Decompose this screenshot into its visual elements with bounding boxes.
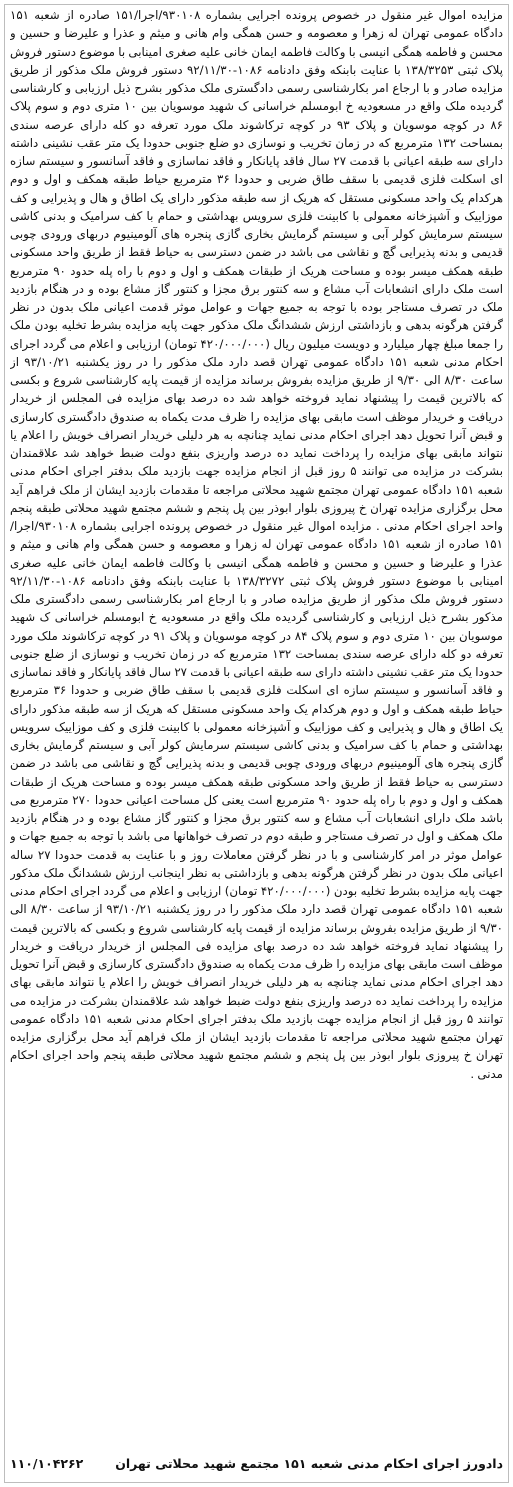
signature-line: دادورز اجرای احکام مدنی شعبه ۱۵۱ مجتمع شهید محلاتی تهران bbox=[115, 1455, 503, 1471]
notice-body: مزایده اموال غیر منقول در خصوص پرونده اجرایی بشماره ۹۳۰۱۰۸/اجرا/۱۵۱ صادره از شعبه ۱۵۱ دادگاه عمومی تهران له زهرا و معصومه و حسن همگی وام هانی و میثم و عذرا و علیرضا و حسین و محسن و فاطمه همگی انیسی با وکالت فاطمه ایمان خانی علیه صغری امینابی با موضوع دستور فروش پلاک ثبتی ۱۳۸/۳۲۵۳ با عنایت بابنکه وفق دادنامه ۱۰۸۶-۹۲/۱۱/۳۰ دستور فروش ملک مذکور از طریق مزایده صادر و با ارجاع امر بکارشناسی رسمی دادگستری ملک مذکور بشرح ذیل ارزیابی و کارشناسی گردیده ملک واقع در مسعودیه خ ابومسلم خراسانی ک شهید موسویان بین ۱۰ متری دوم و سوم پلاک ۸۶ در کوچه موسویان و پلاک ۹۳ در کوچه ترکاشوند ملک مورد تعرفه دو کله دارای عرصه سندی بمساحت ۱۳۲ مترمربع که در زمان تخریب و نوسازی دو ضلع جنوبی حدودا یک متر عقب نشینی داشته دارای سه طبقه اعیانی با قدمت ۲۷ سال فاقد پایانکار و فاقد نماسازی و فاقد آسانسور و سیستم سازه ای اسکلت فلزی قدیمی با سقف طاق ضربی و حدودا ۳۶ مترمربع حیاط طبقه همکف و اول و دوم هرکدام یک واحد مسکونی مستقل که هریک از سه طبقه مذکور دارای یک اطاق و هال و پذیرایی و کف موزاییک و آشپزخانه معمولی با کابینت فلزی سرویس بهداشتی و حمام با کف سرامیک و بدنی کاشی سیستم سرمایش کولر آبی و سیستم گرمایش بخاری گازی پنجره های آلومینیوم دربهای ورودی چوبی قدیمی و بدنه پذیرایی گچ و نقاشی می باشد در ضمن دسترسی به حیاط فقط از طریق واحد مسکونی طبقه همکف میسر بوده و مساحت هریک از طبقات همکف و اول و دوم با راه پله حدود ۹۰ مترمربع است ملک دارای انشعابات آب مشاع و سه کنتور برق مجزا و کنتور گاز مشاع بوده و در هنگام بازدید ملک در تصرف مستاجر بوده با توجه به جمیع جهات و عوامل موثر قدمت اعیانی ملک بدون در نظر گرفتن هرگونه بدهی و بازداشتی ارزش ششدانگ ملک مذکور جهت پایه مزایده بشرط تخلیه بودن ملک را جمعا مبلغ چهار میلیارد و دویست میلیون ریال (۴۲۰/۰۰۰/۰۰۰ تومان) ارزیابی و اعلام می گردد اجرای احکام مدنی شعبه ۱۵۱ دادگاه عمومی تهران قصد دارد ملک مذکور را در روز یکشنبه ۹۳/۱۰/۲۱ از ساعت ۸/۳۰ الی ۹/۳۰ از طریق مزایده بفروش برساند مزایده از قیمت پایه کارشناسی شروع و بکسی که بالاترین قیمت را پیشنهاد نماید فروخته خواهد شد ده درصد بهای مزایده فی المجلس از خریدار دریافت و خریدار موظف است مابقی بهای مزایده را ظرف مدت یکماه به صندوق دادگستری کارسازی و قبض آنرا تحویل دهد اجرای احکام مدنی نماید چنانچه به هر دلیلی خریدار انصراف خویش را اعلام یا نتواند مابقی بهای مزایده را پرداخت نماید ده درصد واریزی بنفع دولت ضبط خواهد شد علاقمندان بشرکت در مزایده می توانند ۵ روز قبل از انجام مزایده جهت بازدید ملک بدفتر اجرای احکام مدنی شعبه ۱۵۱ دادگاه عمومی تهران مجتمع شهید محلاتی مراجعه تا مقدمات بازدید ایشان از ملک فراهم آید محل برگزاری مزایده تهران خ پیروزی بلوار ابوذر بین پل پنجم و ششم مجتمع شهید محلاتی طبقه پنجم واحد اجرای احکام مدنی . مزایده اموال غیر منقول در خصوص پرونده اجرایی بشماره ۹۳۰۱۰۸/اجرا/۱۵۱ صادره از شعبه ۱۵۱ دادگاه عمومی تهران له زهرا و معصومه و حسن همگی وام هانی و میثم و عذرا و علیرضا و حسین و محسن و فاطمه همگی انیسی با وکالت فاطمه ایمان خانی علیه صغری امینابی با موضوع دستور فروش پلاک ثبتی ۱۳۸/۳۲۷۲ با عنایت بابنکه وفق دادنامه ۱۰۸۶-۹۲/۱۱/۳۰ دستور فروش ملک مذکور از طریق مزایده صادر و با ارجاع امر بکارشناسی رسمی دادگستری ملک مذکور بشرح ذیل ارزیابی و کارشناسی گردیده ملک واقع در مسعودیه خ ابومسلم خراسانی ک شهید موسویان بین ۱۰ متری دوم و سوم پلاک ۸۴ در کوچه موسویان و پلاک ۹۱ در کوچه ترکاشوند ملک مورد تعرفه دو کله دارای عرصه سندی بمساحت ۱۳۲ مترمربع که در زمان تخریب و نوسازی از ضلع جنوبی حدودا یک متر عقب نشینی داشته دارای سه طبقه اعیانی با قدمت ۲۷ سال فاقد پایانکار و فاقد نماسازی و فاقد آسانسور و سیستم سازه ای اسکلت فلزی قدیمی با سقف طاق ضربی و حدودا ۳۶ مترمربع حیاط طبقه همکف و اول و دوم هرکدام یک واحد مسکونی مستقل که هریک از سه طبقه مذکور دارای یک اطاق و هال و پذیرایی و کف موزاییک و آشپزخانه معمولی با کابینت فلزی و کف موزاییک سرویس بهداشتی و حمام با کف سرامیک و بدنی کاشی سیستم سرمایش کولر آبی و سیستم گرمایش بخاری گازی پنجره های آلومینیوم دربهای ورودی چوبی قدیمی و بدنه پذیرایی گچ و نقاشی می باشد در ضمن دسترسی به حیاط فقط از طریق واحد مسکونی طبقه همکف میسر بوده و مساحت هریک از طبقات همکف و اول و دوم با راه پله حدود ۹۰ مترمربع است یعنی کل مساحت اعیانی حدودا ۲۷۰ مترمربع می باشد ملک دارای انشعابات آب مشاع و سه کنتور برق مجزا و کنتور گاز مشاع بوده و در هنگام بازدید ملک همکف و اول در تصرف مستاجر و طبقه دوم در تصرف خواهانها می باشد با توجه به جمیع جهات و عوامل موثر در امر کارشناسی و با در نظر گرفتن معاملات روز و با عنایت به قدمت حدودا ۲۷ ساله اعیانی ملک بدون در نظر گرفتن هرگونه بدهی و بازداشتی به نظر اینجانب ارزش ششدانگ ملک مذکور جهت پایه مزایده بشرط تخلیه بودن (۴۲۰/۰۰۰/۰۰۰ تومان) ارزیابی و اعلام می گردد اجرای احکام مدنی شعبه ۱۵۱ دادگاه عمومی تهران قصد دارد ملک مذکور را در روز یکشنبه ۹۳/۱۰/۲۱ از ساعت ۸/۳۰ الی ۹/۳۰ از طریق مزایده بفروش برساند مزایده از قیمت پایه کارشناسی شروع و بکسی که بالاترین قیمت را پیشنهاد نماید فروخته خواهد شد ده درصد بهای مزایده فی المجلس از خریدار دریافت و خریدار موظف است مابقی بهای مزایده را ظرف مدت یکماه به صندوق دادگستری کارسازی و قبض آنرا تحویل دهد اجرای احکام مدنی نماید چنانچه به هر دلیلی خریدار انصراف خویش را اعلام یا نتواند مابقی بهای مزایده را پرداخت نماید ده درصد واریزی بنفع دولت ضبط خواهد شد علاقمندان بشرکت در مزایده می توانند ۵ روز قبل از انجام مزایده جهت بازدید ملک بدفتر اجرای احکام مدنی شعبه ۱۵۱ دادگاه عمومی تهران مجتمع شهید محلاتی مراجعه تا مقدمات بازدید ایشان از ملک فراهم آید محل برگزاری مزایده تهران خ پیروزی بلوار ابوذر بین پل پنجم و ششم مجتمع شهید محلاتی طبقه پنجم واحد اجرای احکام مدنی . bbox=[10, 8, 503, 1081]
reference-code: ۱۱۰/۱۰۴۲۶۲ bbox=[10, 1455, 84, 1471]
notice-border bbox=[4, 4, 509, 1483]
notice-footer bbox=[10, 1452, 503, 1474]
